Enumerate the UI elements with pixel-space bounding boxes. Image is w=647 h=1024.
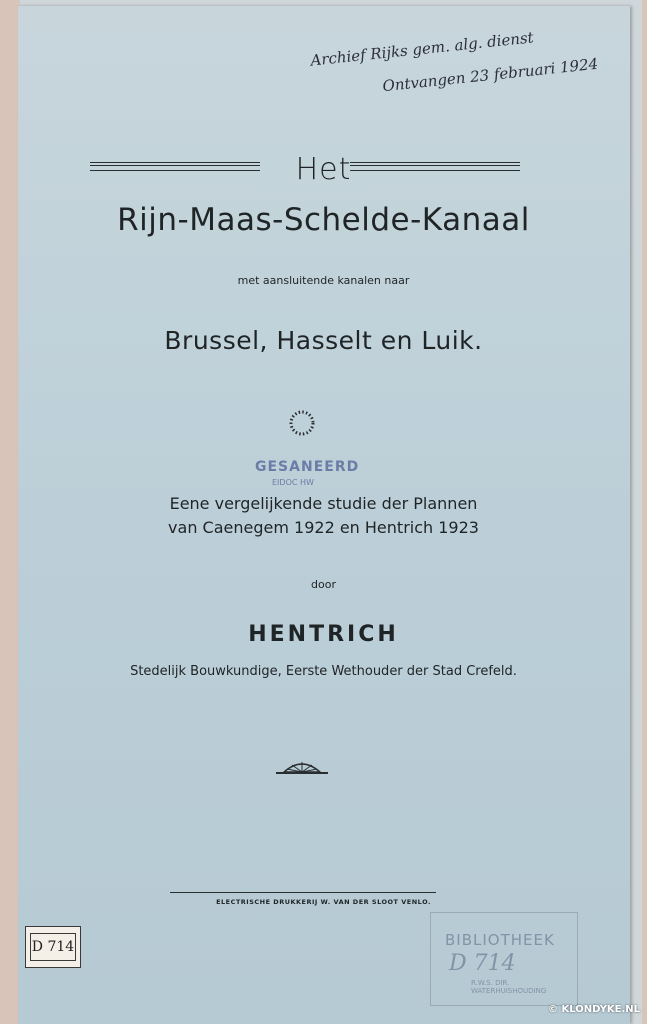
by-word: door: [311, 578, 336, 591]
dotted-circle-ornament-icon: [287, 408, 317, 438]
title-het: Het: [295, 152, 352, 187]
study-line-2: van Caenegem 1922 en Hentrich 1923: [168, 518, 479, 537]
library-stamp-title: BIBLIOTHEEK: [445, 931, 555, 949]
shelf-label: [25, 926, 81, 968]
library-stamp: [430, 912, 578, 1006]
title-main: Rijn-Maas-Schelde-Kanaal: [117, 202, 530, 238]
scanned-stamp: GESANEERD: [255, 459, 360, 475]
scanned-stamp-sub: EIDOC HW: [272, 478, 314, 487]
author-name: HENTRICH: [248, 622, 399, 647]
printer-imprint: ELECTRISCHE DRUKKERIJ W. VAN DER SLOOT VENLO.: [216, 898, 431, 906]
handwritten-note-received: Ontvangen 23 februari 1924: [381, 54, 599, 96]
author-role: Stedelijk Bouwkundige, Eerste Wethouder der Stad Crefeld.: [130, 664, 517, 679]
study-line-1: Eene vergelijkende studie der Plannen: [169, 494, 478, 513]
study-description: [0, 492, 647, 540]
places-title: Brussel, Hasselt en Luik.: [164, 326, 483, 355]
shelf-label-code: D 714: [30, 933, 76, 961]
printer-rule: [170, 892, 436, 893]
library-stamp-line: R.W.S. DIR. WATERHUISHOUDING: [471, 979, 547, 995]
handwritten-note-archive: Archief Rijks gem. alg. dienst: [309, 28, 535, 70]
watermark: © KLONDYKE.NL: [548, 1004, 641, 1015]
library-stamp-code: D 714: [449, 951, 516, 976]
fan-ornament-icon: [274, 758, 330, 776]
subtitle: met aansluitende kanalen naar: [237, 274, 410, 287]
